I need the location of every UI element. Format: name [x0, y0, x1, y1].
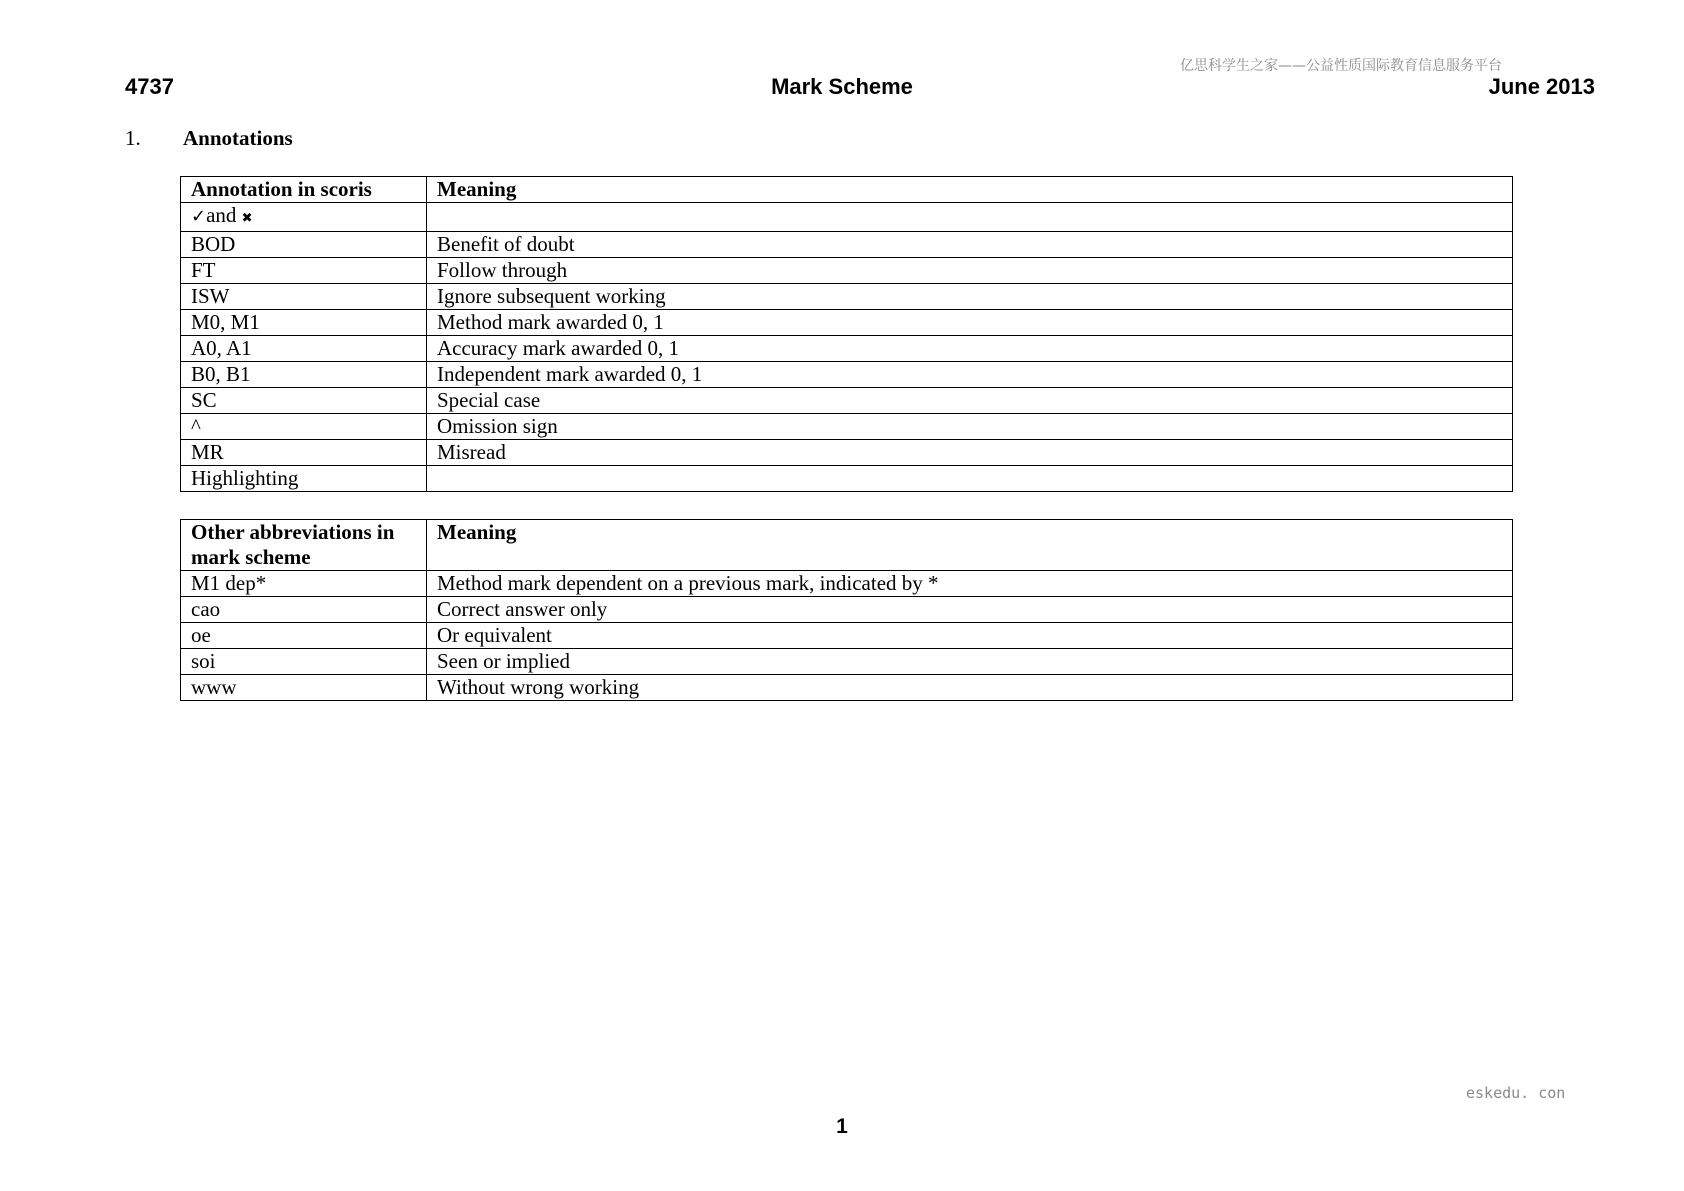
- annotation-cell: M0, M1: [181, 310, 427, 336]
- column-header-annotation: Annotation in scoris: [181, 177, 427, 203]
- annotation-cell: FT: [181, 258, 427, 284]
- meaning-cell: Method mark awarded 0, 1: [427, 310, 1513, 336]
- and-text: and: [206, 203, 237, 227]
- annotations-table: [180, 176, 1513, 492]
- table-row: [181, 362, 1513, 388]
- annotation-cell: B0, B1: [181, 362, 427, 388]
- table-row: [181, 414, 1513, 440]
- meaning-cell: [427, 203, 1513, 232]
- meaning-cell: Special case: [427, 388, 1513, 414]
- column-header-abbreviation: Other abbreviations in mark scheme: [181, 520, 427, 571]
- table-header-row: [181, 520, 1513, 571]
- table-row: [181, 310, 1513, 336]
- meaning-cell: Accuracy mark awarded 0, 1: [427, 336, 1513, 362]
- table-row: [181, 623, 1513, 649]
- cross-icon: ✖: [241, 211, 253, 226]
- annotation-cell: cao: [181, 597, 427, 623]
- table-row: [181, 675, 1513, 701]
- abbreviations-table: [180, 519, 1513, 701]
- table-row-tick-cross: [181, 203, 1513, 232]
- meaning-cell: Follow through: [427, 258, 1513, 284]
- annotation-cell: [181, 203, 427, 232]
- meaning-cell: Omission sign: [427, 414, 1513, 440]
- column-header-meaning: Meaning: [427, 520, 1513, 571]
- table-row: [181, 336, 1513, 362]
- table-row: [181, 232, 1513, 258]
- annotation-cell: MR: [181, 440, 427, 466]
- table-header-row: [181, 177, 1513, 203]
- annotation-cell: oe: [181, 623, 427, 649]
- check-icon: ✓: [191, 206, 207, 227]
- table-row: [181, 258, 1513, 284]
- meaning-cell: Or equivalent: [427, 623, 1513, 649]
- meaning-cell: [427, 466, 1513, 492]
- page-number: 1: [836, 1115, 848, 1138]
- table-row: [181, 571, 1513, 597]
- meaning-cell: Misread: [427, 440, 1513, 466]
- annotation-cell: SC: [181, 388, 427, 414]
- section-title: Annotations: [183, 126, 293, 150]
- watermark-top: 亿思科学生之家——公益性质国际教育信息服务平台: [1180, 58, 1502, 74]
- annotation-cell: M1 dep*: [181, 571, 427, 597]
- annotation-cell: BOD: [181, 232, 427, 258]
- header-title: Mark Scheme: [771, 74, 913, 99]
- table-row: [181, 597, 1513, 623]
- meaning-cell: Correct answer only: [427, 597, 1513, 623]
- table-row: [181, 649, 1513, 675]
- table-row: [181, 284, 1513, 310]
- watermark-bottom: eskedu. con: [1466, 1084, 1566, 1102]
- annotation-cell: ^: [181, 414, 427, 440]
- annotation-cell: www: [181, 675, 427, 701]
- table-row: [181, 466, 1513, 492]
- section-number: 1.: [125, 126, 141, 150]
- annotation-cell: ISW: [181, 284, 427, 310]
- annotation-cell: soi: [181, 649, 427, 675]
- meaning-cell: Without wrong working: [427, 675, 1513, 701]
- meaning-cell: Method mark dependent on a previous mark, indicated by *: [427, 571, 1513, 597]
- annotation-cell: A0, A1: [181, 336, 427, 362]
- meaning-cell: Benefit of doubt: [427, 232, 1513, 258]
- meaning-cell: Ignore subsequent working: [427, 284, 1513, 310]
- annotation-cell: Highlighting: [181, 466, 427, 492]
- header-code: 4737: [125, 74, 174, 99]
- meaning-cell: Independent mark awarded 0, 1: [427, 362, 1513, 388]
- meaning-cell: Seen or implied: [427, 649, 1513, 675]
- header-date: June 2013: [1488, 74, 1595, 99]
- column-header-meaning: Meaning: [427, 177, 1513, 203]
- table-row: [181, 388, 1513, 414]
- section-heading: [125, 126, 293, 151]
- table-row: [181, 440, 1513, 466]
